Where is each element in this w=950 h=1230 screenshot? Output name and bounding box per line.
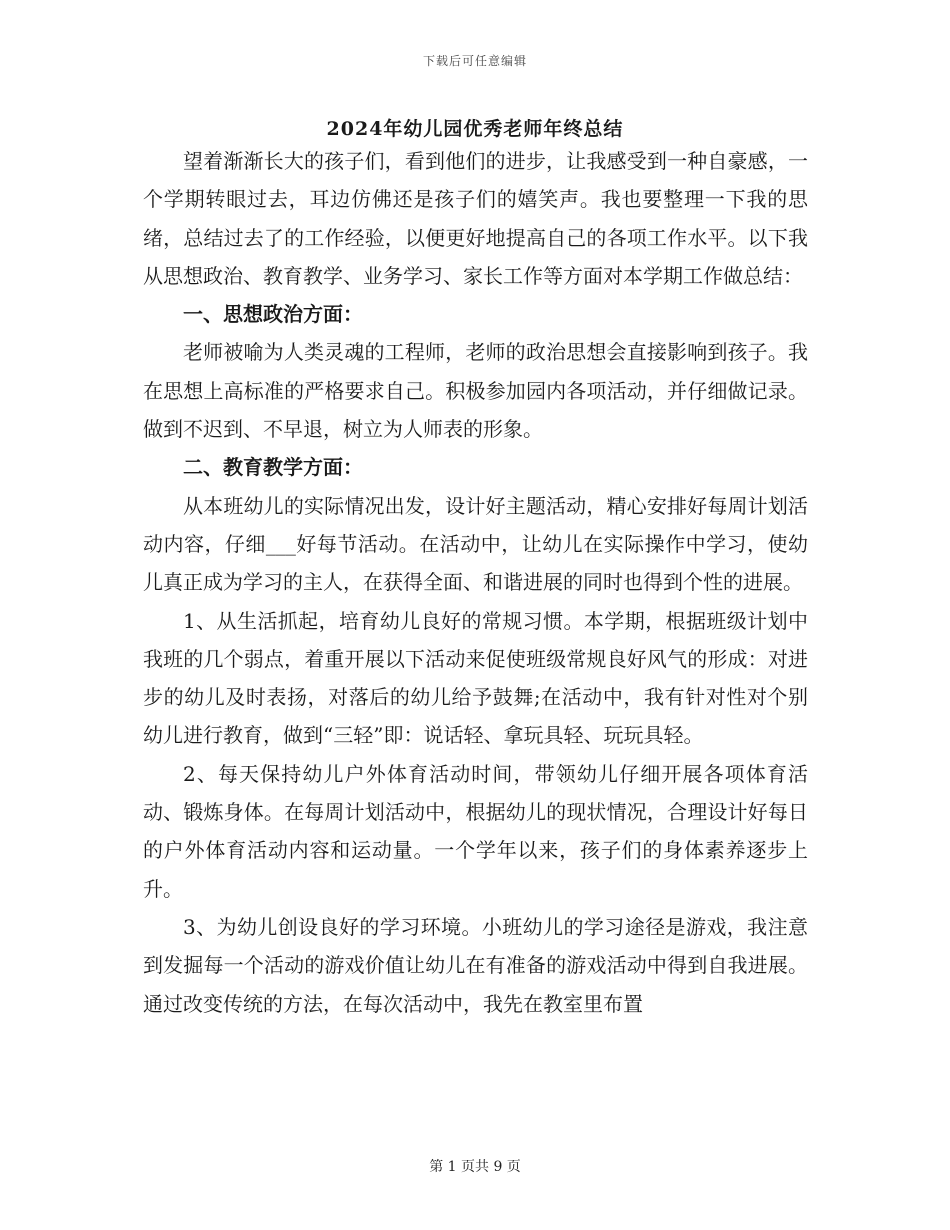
section-heading-politics: 一、思想政治方面： bbox=[183, 302, 363, 327]
paragraph-item-3: 3、为幼儿创设良好的学习环境。小班幼儿的学习途径是游戏，我注意到发掘每一个活动的游戏价值让幼儿在有准备的游戏活动中得到自我进展。通过改变传统的方法，在每次活动中，我先在教室里布置 bbox=[143, 914, 808, 1016]
paragraph-item-1: 1、从生活抓起，培育幼儿良好的常规习惯。本学期，根据班级计划中我班的几个弱点，着重开展以下活动来促使班级常规良好风气的形成：对进步的幼儿及时表扬，对落后的幼儿给予鼓舞;在活动中，我有针对性对个别幼儿进行教育，做到“三轻”即：说话轻、拿玩具轻、玩玩具轻。 bbox=[143, 608, 808, 748]
paragraph-teaching: 从本班幼儿的实际情况出发，设计好主题活动，精心安排好每周计划活动内容，仔细___好每节活动。在活动中，让幼儿在实际操作中学习，使幼儿真正成为学习的主人，在获得全面、和谐进展的同时也得到个性的进展。 bbox=[143, 493, 808, 595]
page-footer: 第 1 页共 9 页 bbox=[429, 1159, 521, 1175]
document-title: 2024年幼儿园优秀老师年终总结 bbox=[326, 118, 624, 140]
paragraph-item-2: 2、每天保持幼儿户外体育活动时间，带领幼儿仔细开展各项体育活动、锻炼身体。在每周计划活动中，根据幼儿的现状情况，合理设计好每日的户外体育活动内容和运动量。一个学年以来，孩子们的身体素养逐步上升。 bbox=[143, 761, 808, 901]
paragraph-politics: 老师被喻为人类灵魂的工程师，老师的政治思想会直接影响到孩子。我在思想上高标准的严格要求自己。积极参加园内各项活动，并仔细做记录。做到不迟到、不早退，树立为人师表的形象。 bbox=[143, 340, 808, 442]
paragraph-intro: 望着渐渐长大的孩子们，看到他们的进步，让我感受到一种自豪感，一个学期转眼过去，耳边仿佛还是孩子们的嬉笑声。我也要整理一下我的思绪，总结过去了的工作经验，以便更好地提高自己的各项工作水平。以下我从思想政治、教育教学、业务学习、家长工作等方面对本学期工作做总结： bbox=[143, 149, 808, 288]
document-body bbox=[143, 142, 808, 1023]
header-note: 下载后可任意编辑 bbox=[422, 54, 527, 68]
section-heading-teaching: 二、教育教学方面： bbox=[183, 455, 363, 480]
